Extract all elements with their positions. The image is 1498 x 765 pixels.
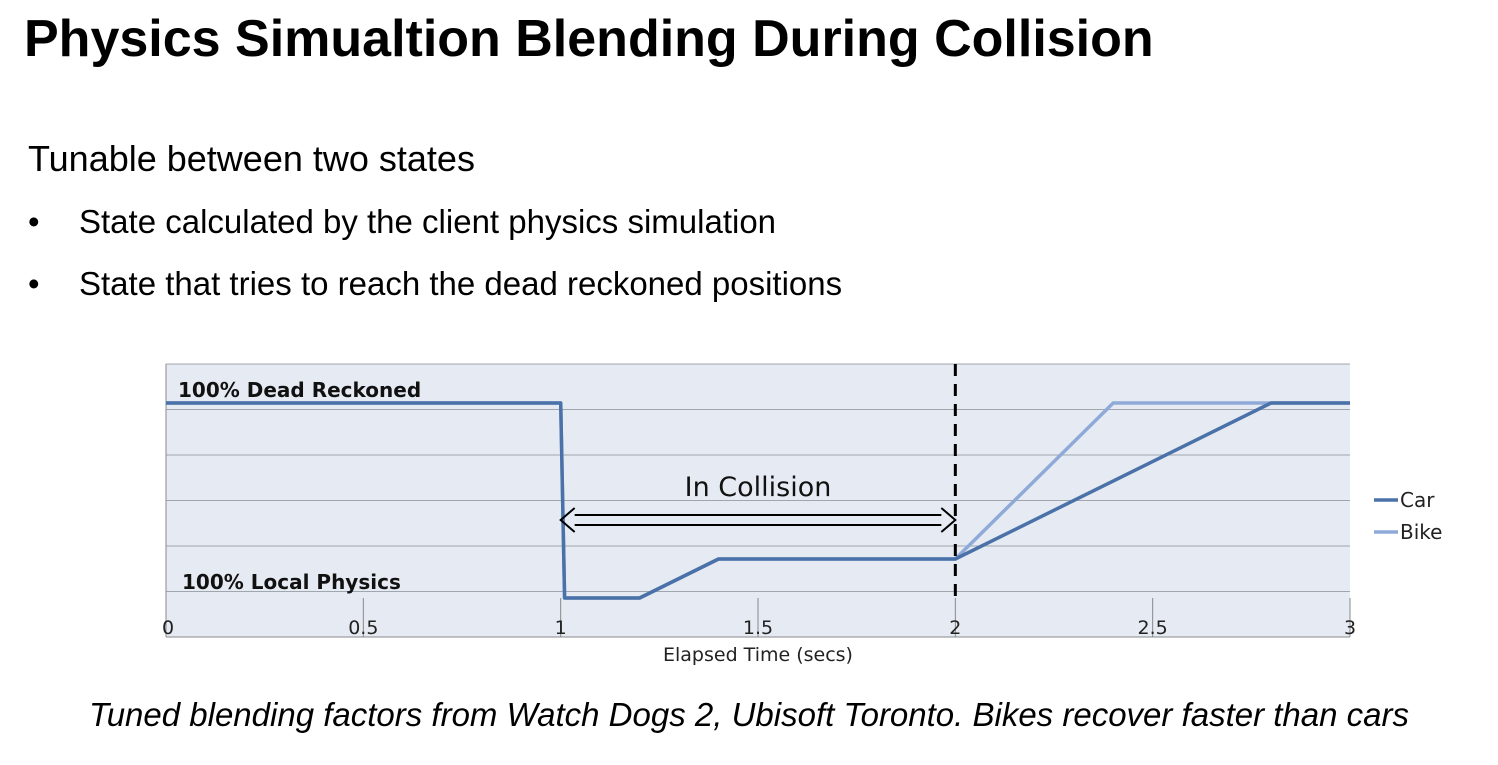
bullet-text: State calculated by the client physics simulation — [79, 203, 777, 240]
slide-title: Physics Simualtion Blending During Collision — [24, 10, 1154, 68]
x-tick-label: 2.5 — [1137, 617, 1168, 639]
x-tick-label: 1 — [554, 617, 567, 639]
x-axis-title: Elapsed Time (secs) — [663, 644, 853, 666]
bullet-text: State that tries to reach the dead reckoned positions — [79, 265, 843, 302]
x-tick-label: 0.5 — [348, 617, 379, 639]
x-tick-label: 2 — [949, 617, 962, 639]
x-tick-label: 0 — [161, 617, 175, 639]
legend-label-bike: Bike — [1400, 520, 1443, 544]
subheading: Tunable between two states — [28, 138, 475, 179]
legend-label-car: Car — [1400, 488, 1435, 512]
dead-reckoned-label: 100% Dead Reckoned — [178, 378, 422, 402]
x-tick-label: 3 — [1343, 617, 1357, 639]
legend — [1374, 488, 1442, 544]
local-physics-label: 100% Local Physics — [182, 570, 401, 594]
x-tick-label: 1.5 — [742, 617, 774, 639]
collision-label: In Collision — [684, 472, 832, 503]
bullet-marker: • — [28, 265, 40, 302]
bullet-marker: • — [28, 203, 40, 240]
slide-caption: Tuned blending factors from Watch Dogs 2, Ubisoft Toronto. Bikes recover faster than cars — [88, 696, 1410, 733]
